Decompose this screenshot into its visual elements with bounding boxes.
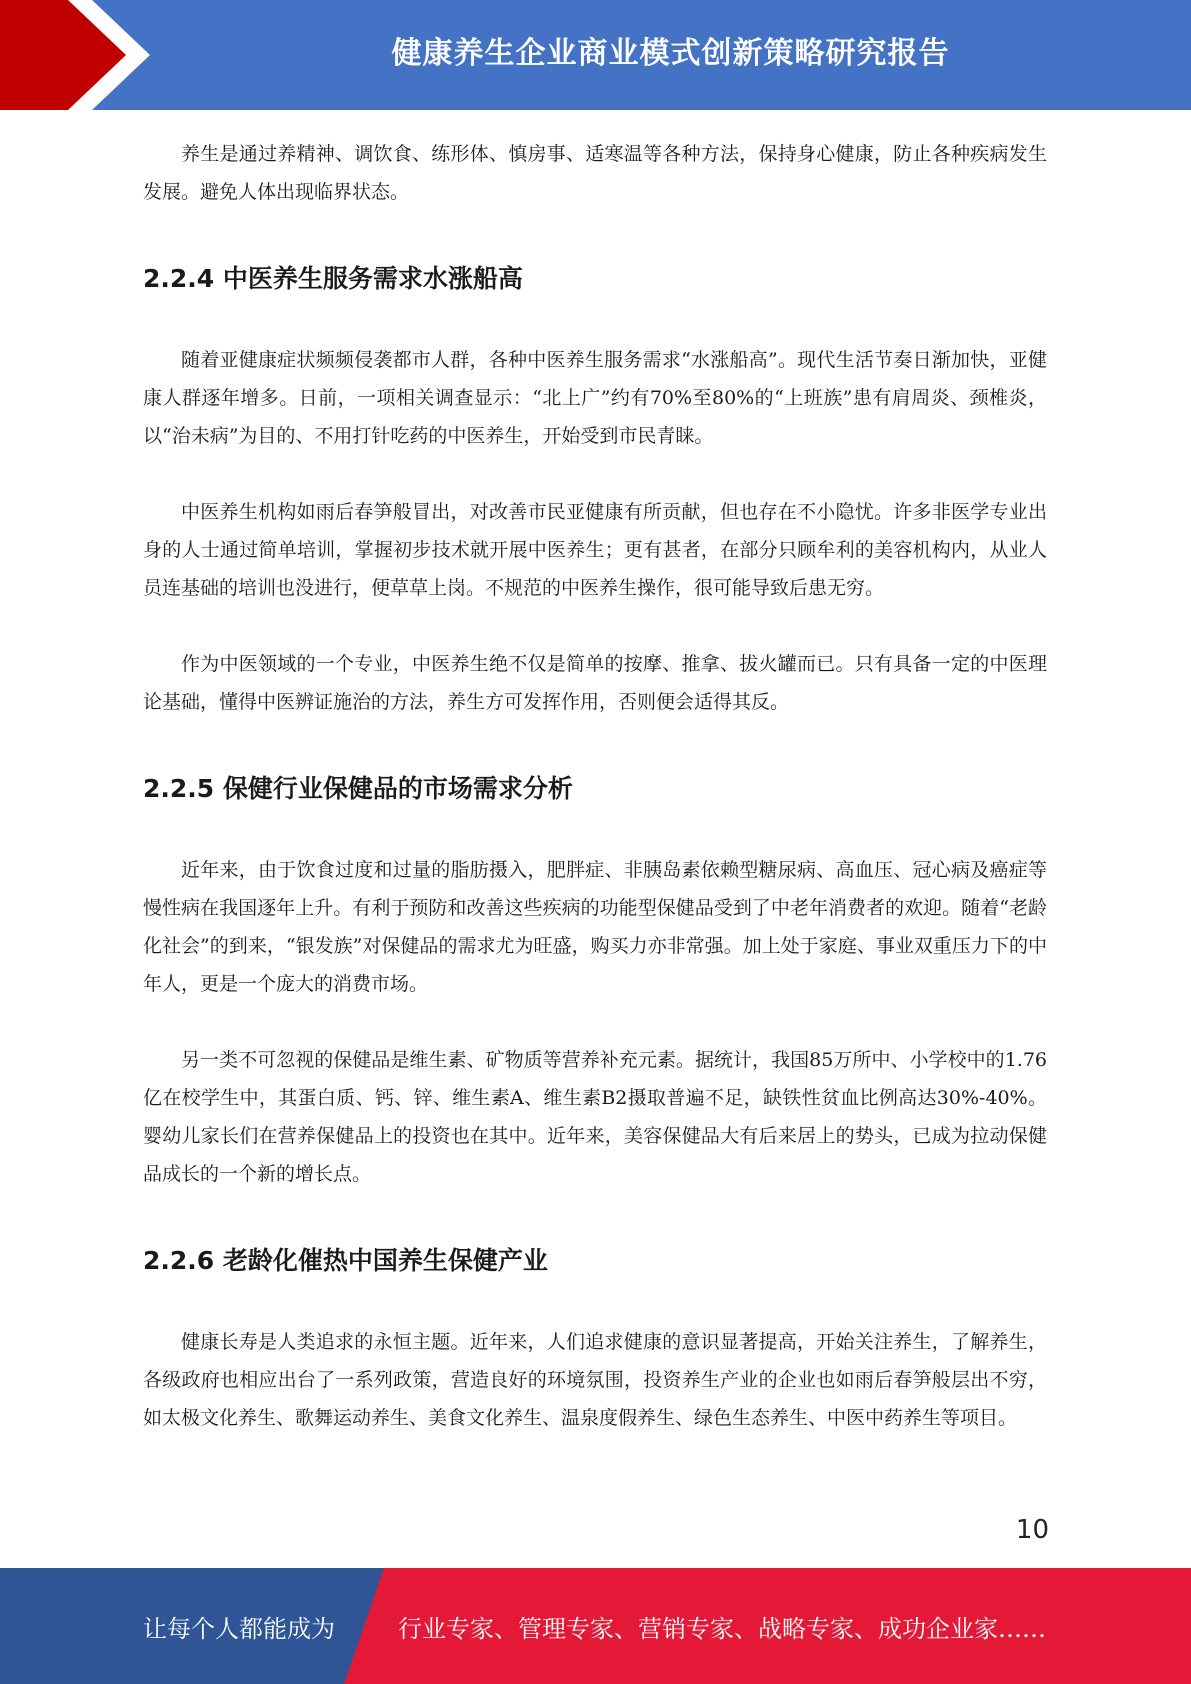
paragraph: 随着亚健康症状频频侵袭都市人群，各种中医养生服务需求“水涨船高”。现代生活节奏日渐加快，亚健康人群逐年增多。日前，一项相关调查显示：“北上广”约有70%至80%的“上班族”患有肩周炎、颈椎炎，以“治未病”为目的、不用打针吃药的中医养生，开始受到市民青睐。 <box>143 349 1047 447</box>
report-title: 健康养生企业商业模式创新策略研究报告 <box>391 36 950 71</box>
section-heading-2-2-5: 2.2.5 保健行业保健品的市场需求分析 <box>143 774 573 803</box>
paragraph: 中医养生机构如雨后春笋般冒出，对改善市民亚健康有所贡献，但也存在不小隐忧。许多非医学专业出身的人士通过简单培训，掌握初步技术就开展中医养生；更有甚者，在部分只顾牟利的美容机构内，从业人员连基础的培训也没进行，便草草上岗。不规范的中医养生操作，很可能导致后患无穷。 <box>143 501 1047 599</box>
paragraph: 近年来，由于饮食过度和过量的脂肪摄入，肥胖症、非胰岛素依赖型糖尿病、高血压、冠心病及癌症等慢性病在我国逐年上升。有利于预防和改善这些疾病的功能型保健品受到了中老年消费者的欢迎。随着“老龄化社会”的到来，“银发族”对保健品的需求尤为旺盛，购买力亦非常强。加上处于家庭、事业双重压力下的中年人，更是一个庞大的消费市场。 <box>143 859 1047 995</box>
paragraph: 健康长寿是人类追求的永恒主题。近年来，人们追求健康的意识显著提高，开始关注养生，了解养生，各级政府也相应出台了一系列政策，营造良好的环境氛围，投资养生产业的企业也如雨后春笋般层出不穷，如太极文化养生、歌舞运动养生、美食文化养生、温泉度假养生、绿色生态养生、中医中药养生等项目。 <box>143 1331 1047 1429</box>
paragraph: 另一类不可忽视的保健品是维生素、矿物质等营养补充元素。据统计，我国85万所中、小学校中的1.76亿在校学生中，其蛋白质、钙、锌、维生素A、维生素B2摄取普遍不足，缺铁性贫血比例高达30%-40%。婴幼儿家长们在营养保健品上的投资也在其中。近年来，美容保健品大有后来居上的势头，已成为拉动保健品成长的一个新的增长点。 <box>143 1049 1047 1185</box>
page-header <box>0 0 1191 110</box>
page-number: 10 <box>1015 1515 1049 1545</box>
page-footer <box>0 1568 1191 1684</box>
footer-slogan-left: 让每个人都能成为 <box>143 1614 335 1643</box>
intro-paragraph: 养生是通过养精神、调饮食、练形体、慎房事、适寒温等各种方法，保持身心健康，防止各种疾病发生发展。避免人体出现临界状态。 <box>143 143 1047 203</box>
section-heading-2-2-6: 2.2.6 老龄化催热中国养生保健产业 <box>143 1246 548 1275</box>
footer-slogan-right: 行业专家、管理专家、营销专家、战略专家、成功企业家…… <box>398 1614 1046 1643</box>
paragraph: 作为中医领域的一个专业，中医养生绝不仅是简单的按摩、推拿、拔火罐而已。只有具备一定的中医理论基础，懂得中医辨证施治的方法，养生方可发挥作用，否则便会适得其反。 <box>143 653 1047 713</box>
section-heading-2-2-4: 2.2.4 中医养生服务需求水涨船高 <box>143 264 523 293</box>
page-content <box>143 130 1047 1437</box>
